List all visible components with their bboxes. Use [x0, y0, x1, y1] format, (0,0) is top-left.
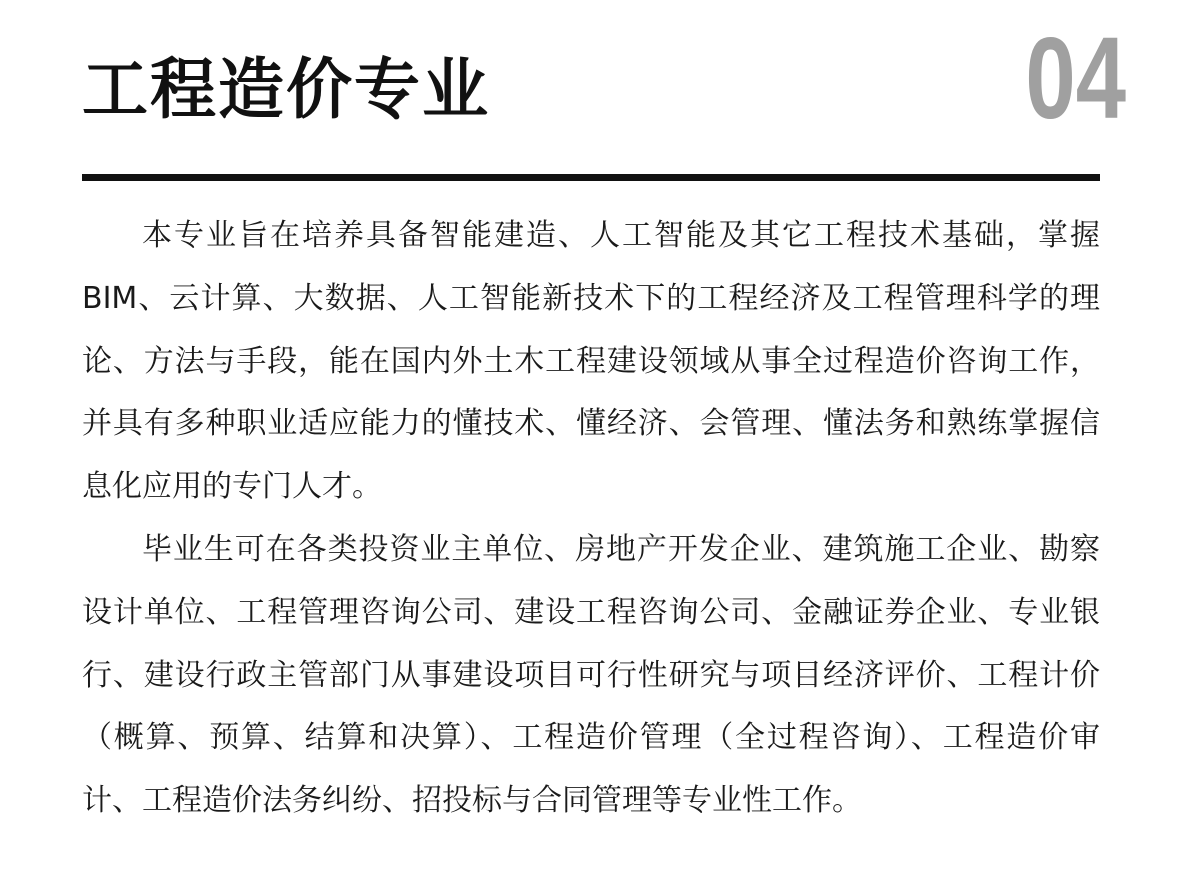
page-number: 04	[1025, 13, 1126, 143]
page-title: 工程造价专业	[82, 51, 490, 128]
body-text	[82, 205, 1100, 833]
paragraph-career-prospects: 毕业生可在各类投资业主单位、房地产开发企业、建筑施工企业、勘察设计单位、工程管理咨询公司、建设工程咨询公司、金融证券企业、专业银行、建设行政主管部门从事建设项目可行性研究与项目经济评价、工程计价（概算、预算、结算和决算）、工程造价管理（全过程咨询）、工程造价审计、工程造价法务纠纷、招投标与合同管理等专业性工作。	[82, 531, 1100, 819]
title-divider	[82, 174, 1100, 181]
paragraph-program-overview: 本专业旨在培养具备智能建造、人工智能及其它工程技术基础，掌握BIM、云计算、大数据、人工智能新技术下的工程经济及工程管理科学的理论、方法与手段，能在国内外土木工程建设领域从事全过程造价咨询工作，并具有多种职业适应能力的懂技术、懂经济、会管理、懂法务和熟练掌握信息化应用的专门人才。	[82, 218, 1100, 505]
